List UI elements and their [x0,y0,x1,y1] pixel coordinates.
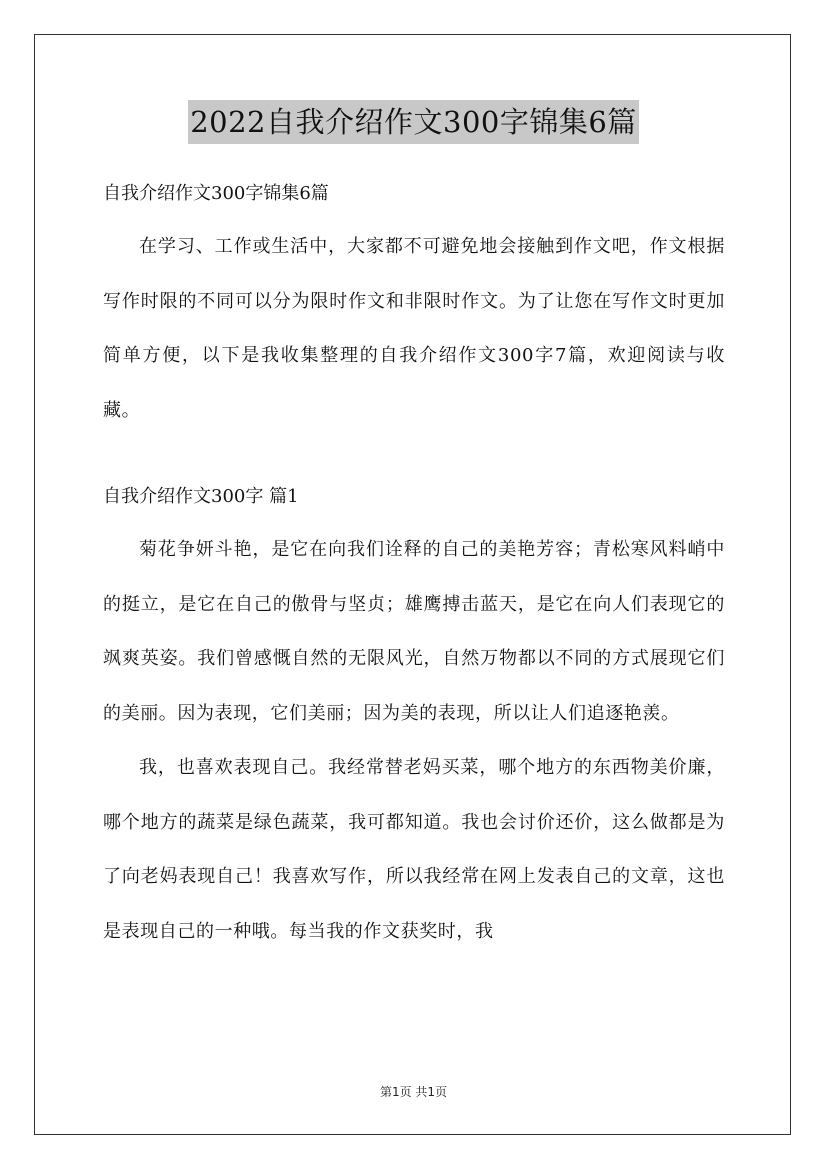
intro-paragraph: 在学习、工作或生活中，大家都不可避免地会接触到作文吧，作文根据写作时限的不同可以分为限时作文和非限时作文。为了让您在写作文时更加简单方便，以下是我收集整理的自我介绍作文300字7篇，欢迎阅读与收藏。 [103,236,725,421]
document-title: 2022自我介绍作文300字锦集6篇 [188,100,639,144]
section-paragraph: 我，也喜欢表现自己。我经常替老妈买菜，哪个地方的东西物美价廉，哪个地方的蔬菜是绿色蔬菜，我可都知道。我也会讨价还价，这么做都是为了向老妈表现自己！我喜欢写作，所以我经常在网上发表自己的文章，这也是表现自己的一种哦。每当我的作文获奖时，我 [103,757,725,942]
document-body [103,172,725,959]
section-heading: 自我介绍作文300字 篇1 [103,486,299,507]
page-footer: 第1页 共1页 [379,1085,448,1099]
title-container [0,100,827,144]
section-paragraph: 菊花争妍斗艳，是它在向我们诠释的自己的美艳芳容；青松寒风料峭中的挺立，是它在自己的傲骨与坚贞；雄鹰搏击蓝天，是它在向人们表现它的飒爽英姿。我们曾感慨自然的无限风光，自然万物都以不同的方式展现它们的美丽。因为表现，它们美丽；因为美的表现，所以让人们追逐艳羡。 [103,539,725,724]
section-spacer [103,438,725,475]
document-subtitle: 自我介绍作文300字锦集6篇 [103,183,329,204]
